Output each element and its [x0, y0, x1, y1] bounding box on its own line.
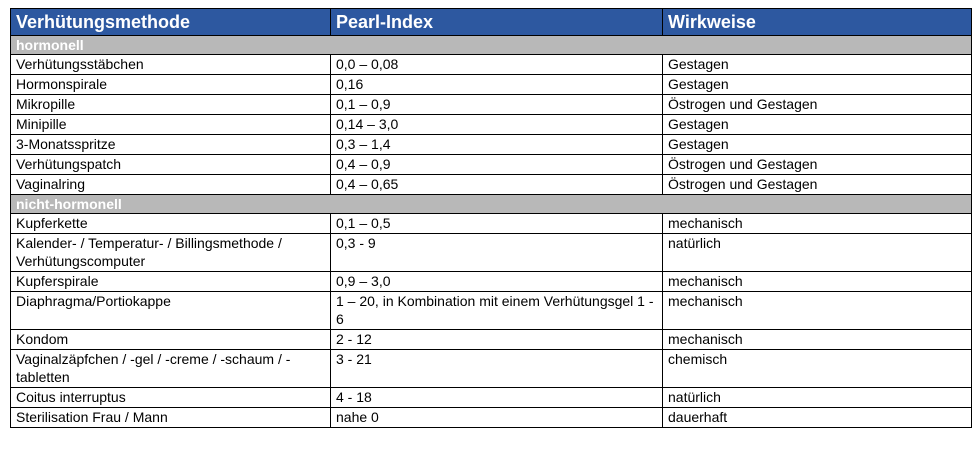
- cell-method: Kondom: [11, 330, 331, 350]
- cell-pearl-index: 0,1 – 0,5: [331, 214, 663, 234]
- cell-method: Vaginalring: [11, 175, 331, 195]
- cell-pearl-index: 0,1 – 0,9: [331, 95, 663, 115]
- table-row: [11, 292, 972, 330]
- cell-method: Hormonspirale: [11, 75, 331, 95]
- cell-method: Verhütungspatch: [11, 155, 331, 175]
- cell-effect: mechanisch: [663, 330, 972, 350]
- table-row: [11, 135, 972, 155]
- cell-method: Sterilisation Frau / Mann: [11, 408, 331, 428]
- table-row: [11, 408, 972, 428]
- table-row: [11, 272, 972, 292]
- contraception-table-container: [10, 8, 971, 428]
- cell-pearl-index: 0,9 – 3,0: [331, 272, 663, 292]
- cell-pearl-index: 3 - 21: [331, 350, 663, 388]
- cell-method: Vaginalzäpfchen / -gel / -creme / -schaum / -tabletten: [11, 350, 331, 388]
- table-row: [11, 75, 972, 95]
- cell-method: Kupferkette: [11, 214, 331, 234]
- table-row: [11, 55, 972, 75]
- table-row: [11, 155, 972, 175]
- cell-method: Minipille: [11, 115, 331, 135]
- cell-effect: Gestagen: [663, 135, 972, 155]
- cell-method: Mikropille: [11, 95, 331, 115]
- section-title: hormonell: [11, 36, 972, 55]
- cell-effect: Östrogen und Gestagen: [663, 155, 972, 175]
- cell-pearl-index: 0,0 – 0,08: [331, 55, 663, 75]
- section-title: nicht-hormonell: [11, 195, 972, 214]
- cell-pearl-index: 0,14 – 3,0: [331, 115, 663, 135]
- table-row: [11, 388, 972, 408]
- cell-method: Verhütungsstäbchen: [11, 55, 331, 75]
- contraception-table: [10, 8, 972, 428]
- table-header: [11, 9, 972, 36]
- header-effect: Wirkweise: [663, 9, 972, 36]
- cell-effect: mechanisch: [663, 292, 972, 330]
- cell-pearl-index: 2 - 12: [331, 330, 663, 350]
- cell-method: Coitus interruptus: [11, 388, 331, 408]
- table-row: [11, 214, 972, 234]
- cell-effect: dauerhaft: [663, 408, 972, 428]
- cell-effect: mechanisch: [663, 214, 972, 234]
- table-row: [11, 115, 972, 135]
- cell-method: Diaphragma/Portiokappe: [11, 292, 331, 330]
- cell-pearl-index: 0,3 - 9: [331, 234, 663, 272]
- section-row: [11, 195, 972, 214]
- table-row: [11, 234, 972, 272]
- cell-method: Kupferspirale: [11, 272, 331, 292]
- cell-pearl-index: nahe 0: [331, 408, 663, 428]
- cell-effect: Gestagen: [663, 115, 972, 135]
- cell-effect: natürlich: [663, 388, 972, 408]
- header-row: [11, 9, 972, 36]
- cell-method: Kalender- / Temperatur- / Billingsmethode / Verhütungscomputer: [11, 234, 331, 272]
- table-row: [11, 175, 972, 195]
- cell-pearl-index: 0,3 – 1,4: [331, 135, 663, 155]
- cell-pearl-index: 1 – 20, in Kombination mit einem Verhütungsgel 1 - 6: [331, 292, 663, 330]
- cell-pearl-index: 0,4 – 0,65: [331, 175, 663, 195]
- cell-pearl-index: 0,16: [331, 75, 663, 95]
- cell-pearl-index: 0,4 – 0,9: [331, 155, 663, 175]
- header-pearl-index: Pearl-Index: [331, 9, 663, 36]
- header-method: Verhütungsmethode: [11, 9, 331, 36]
- section-row: [11, 36, 972, 55]
- table-row: [11, 350, 972, 388]
- cell-effect: Östrogen und Gestagen: [663, 175, 972, 195]
- cell-effect: chemisch: [663, 350, 972, 388]
- cell-effect: Gestagen: [663, 75, 972, 95]
- cell-effect: Östrogen und Gestagen: [663, 95, 972, 115]
- cell-effect: mechanisch: [663, 272, 972, 292]
- table-body: [11, 36, 972, 428]
- cell-effect: natürlich: [663, 234, 972, 272]
- table-row: [11, 330, 972, 350]
- cell-pearl-index: 4 - 18: [331, 388, 663, 408]
- cell-effect: Gestagen: [663, 55, 972, 75]
- cell-method: 3-Monatsspritze: [11, 135, 331, 155]
- table-row: [11, 95, 972, 115]
